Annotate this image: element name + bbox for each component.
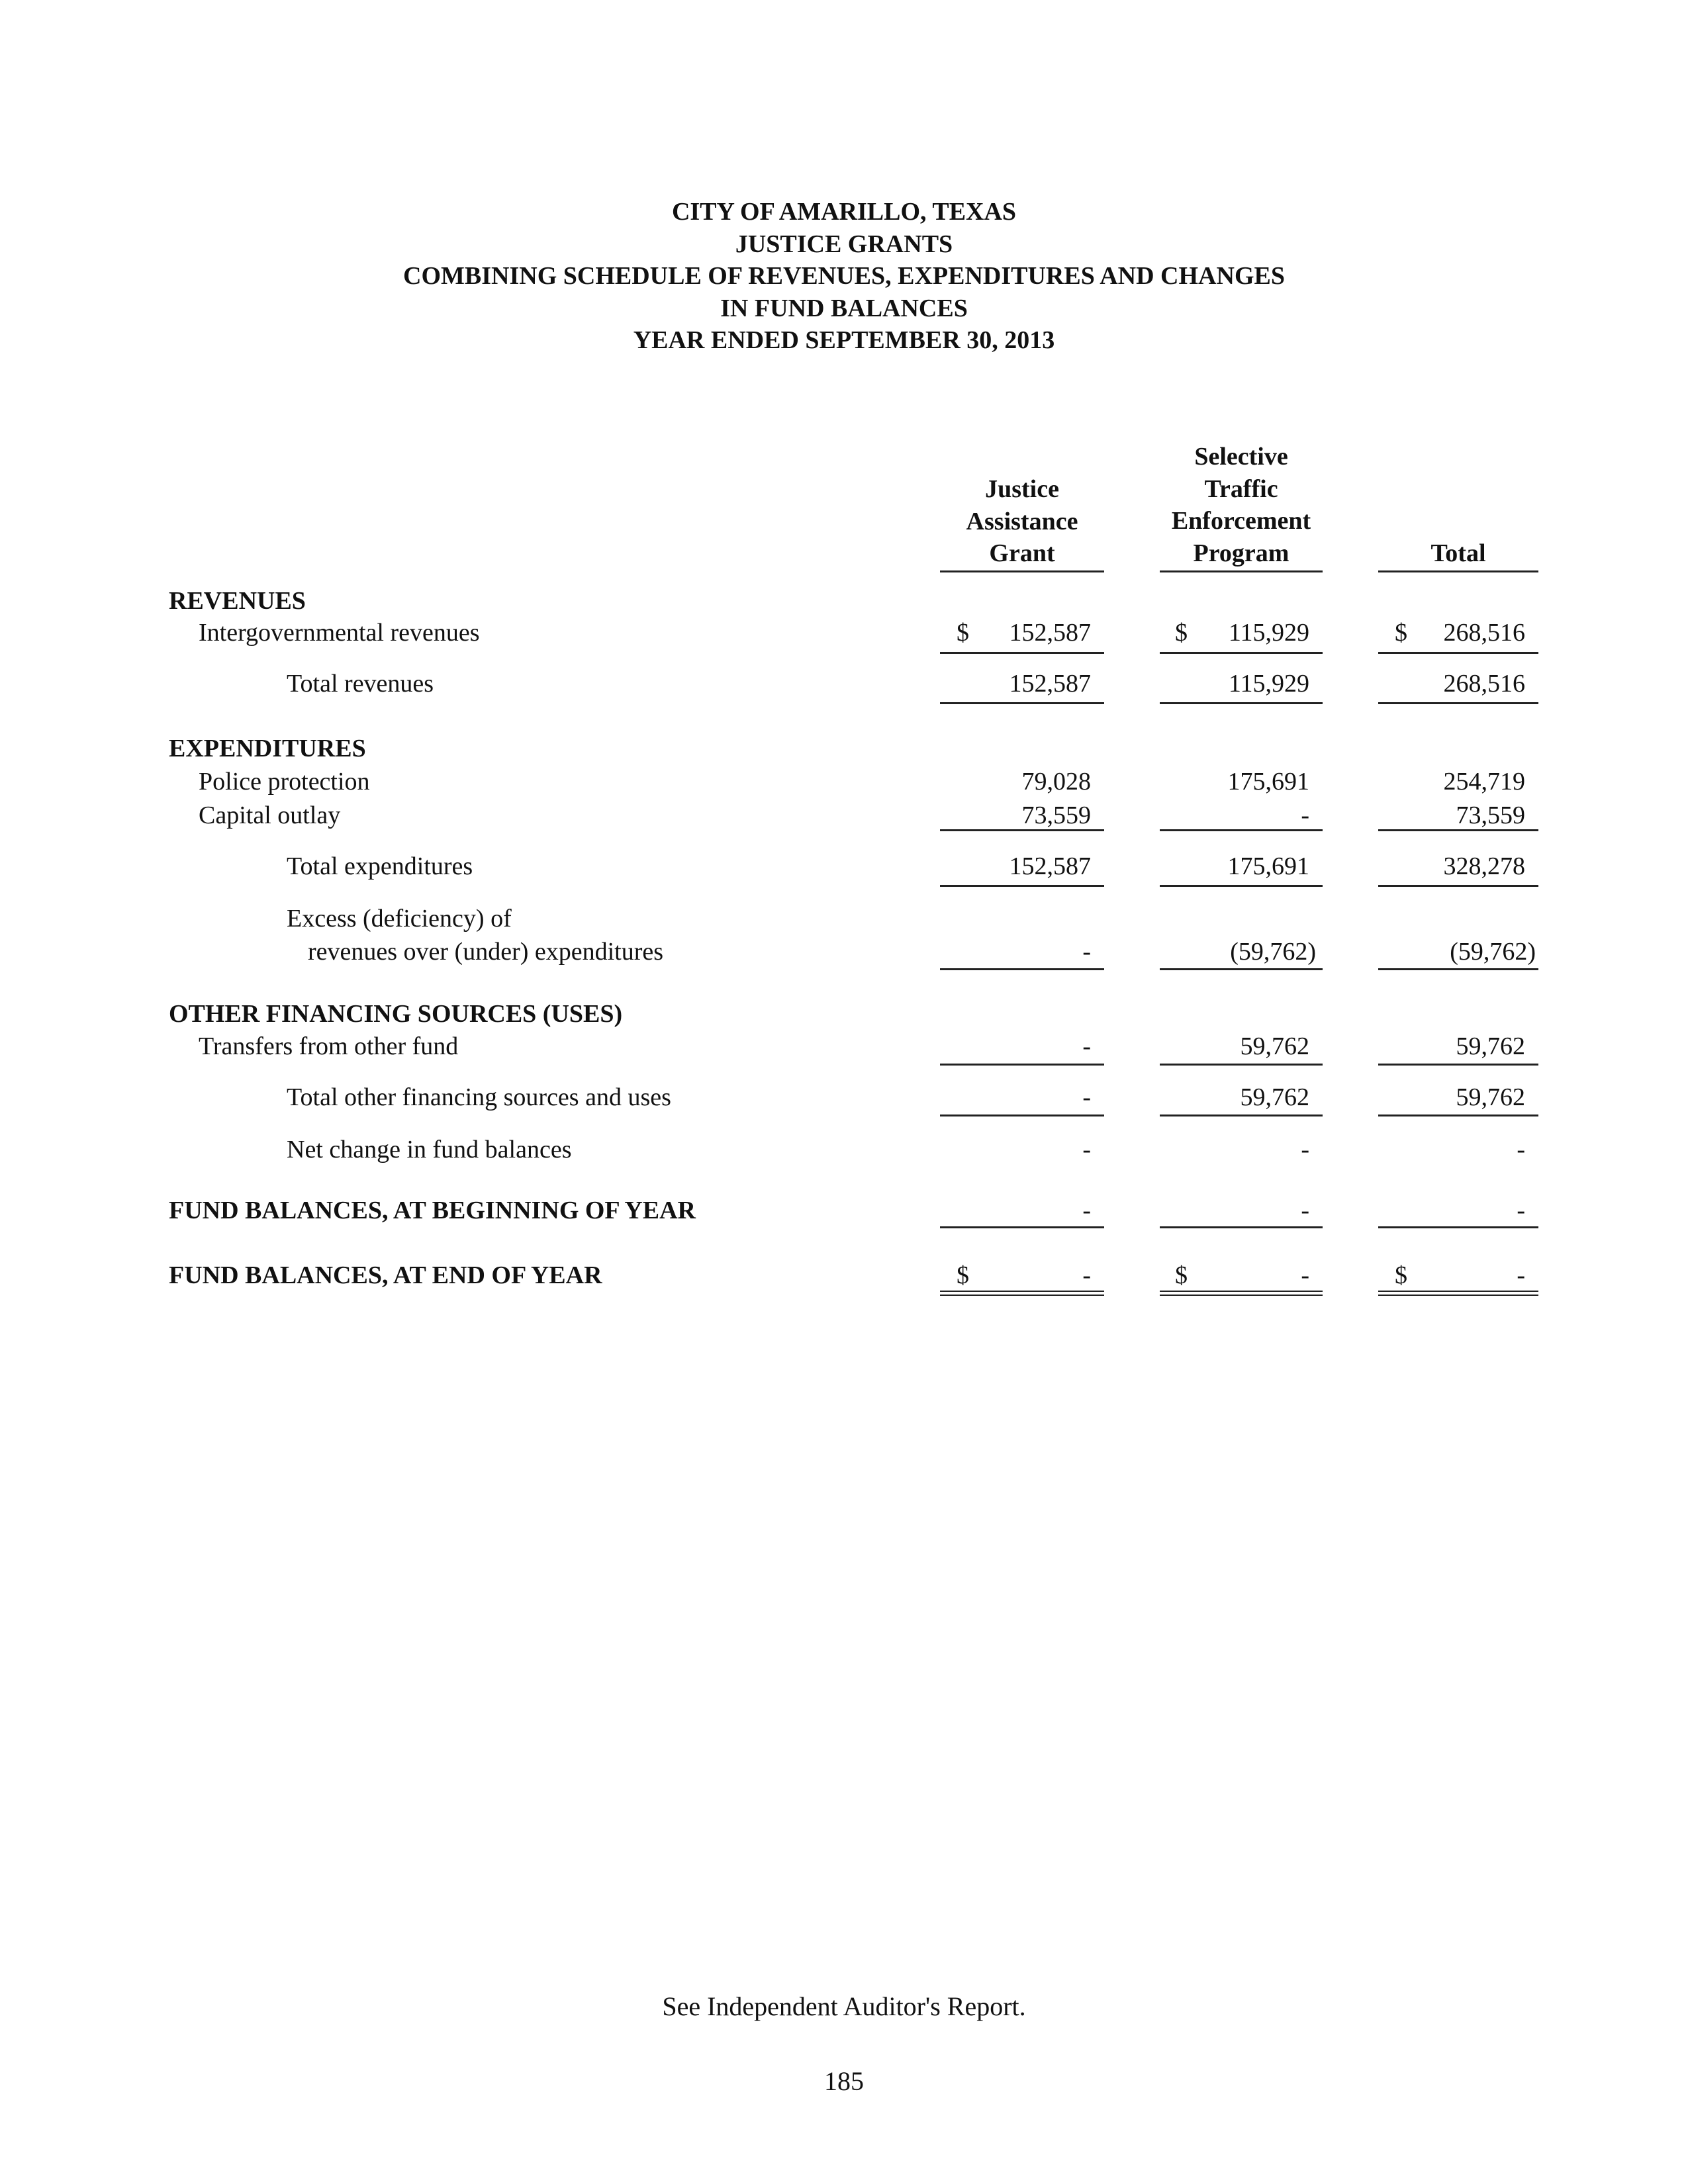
col-header-line: Total — [1430, 539, 1486, 567]
row-rule — [1160, 652, 1323, 654]
auditor-report-note: See Independent Auditor's Report. — [662, 1991, 1026, 2021]
cell-police-step: 175,691 — [1227, 768, 1309, 796]
row-rule — [1378, 1226, 1538, 1228]
title-line-year: YEAR ENDED SEPTEMBER 30, 2013 — [633, 326, 1055, 354]
col-header-line: Selective — [1194, 443, 1288, 471]
title-line-schedule: COMBINING SCHEDULE OF REVENUES, EXPENDITURES AND CHANGES — [403, 262, 1285, 290]
cell-fb-begin-total: - — [1517, 1197, 1525, 1224]
cell-transfers-justice: - — [1082, 1032, 1091, 1060]
row-label-transfers: Transfers from other fund — [199, 1032, 459, 1060]
cell-total-other-step: 59,762 — [1240, 1083, 1309, 1111]
row-rule — [940, 1226, 1104, 1228]
row-rule — [1160, 1064, 1323, 1066]
col-header-line: Grant — [989, 539, 1055, 567]
section-revenues: REVENUES — [169, 587, 306, 615]
cell-intergov-step: 115,929 — [1228, 619, 1309, 647]
header-rule — [940, 570, 1104, 572]
currency-symbol: $ — [1175, 1261, 1188, 1289]
row-rule — [1378, 1064, 1538, 1066]
cell-capital-step: - — [1301, 801, 1309, 829]
row-label-intergovernmental: Intergovernmental revenues — [199, 619, 480, 647]
row-rule — [1378, 968, 1538, 970]
cell-fb-begin-justice: - — [1082, 1197, 1091, 1224]
row-rule — [1160, 968, 1323, 970]
cell-capital-justice: 73,559 — [1021, 801, 1091, 829]
cell-transfers-total: 59,762 — [1456, 1032, 1525, 1060]
section-fund-balances-end: FUND BALANCES, AT END OF YEAR — [169, 1261, 602, 1289]
cell-police-justice: 79,028 — [1021, 768, 1091, 796]
cell-excess-step: (59,762) — [1230, 938, 1316, 966]
row-rule — [1160, 1226, 1323, 1228]
row-rule — [940, 702, 1104, 704]
currency-symbol: $ — [957, 619, 969, 647]
col-header-total — [1378, 537, 1538, 570]
row-rule — [1378, 652, 1538, 654]
title-line-balances: IN FUND BALANCES — [720, 294, 968, 322]
page-number: 185 — [824, 2066, 864, 2096]
currency-symbol: $ — [957, 1261, 969, 1289]
currency-symbol: $ — [1395, 619, 1407, 647]
cell-total-other-justice: - — [1082, 1083, 1091, 1111]
row-rule — [1378, 702, 1538, 704]
document-title — [0, 196, 1688, 357]
currency-symbol: $ — [1395, 1261, 1407, 1289]
cell-net-change-total: - — [1517, 1136, 1525, 1163]
cell-excess-justice: - — [1082, 938, 1091, 966]
row-label-total-expenditures: Total expenditures — [287, 852, 473, 880]
col-header-line: Assistance — [966, 507, 1078, 535]
section-other-financing: OTHER FINANCING SOURCES (USES) — [169, 1000, 623, 1028]
row-rule — [940, 885, 1104, 887]
row-rule — [1160, 885, 1323, 887]
cell-total-revenues-step: 115,929 — [1228, 670, 1309, 698]
cell-fb-end-justice: - — [1082, 1261, 1091, 1289]
row-rule — [940, 652, 1104, 654]
title-line-city: CITY OF AMARILLO, TEXAS — [671, 198, 1017, 226]
cell-total-other-total: 59,762 — [1456, 1083, 1525, 1111]
section-fund-balances-begin: FUND BALANCES, AT BEGINNING OF YEAR — [169, 1197, 696, 1224]
cell-fb-end-step: - — [1301, 1261, 1309, 1289]
row-rule — [1378, 885, 1538, 887]
col-header-line: Enforcement — [1171, 507, 1311, 535]
row-label-total-other: Total other financing sources and uses — [287, 1083, 671, 1111]
cell-intergov-total: 268,516 — [1443, 619, 1525, 647]
cell-total-revenues-total: 268,516 — [1443, 670, 1525, 698]
row-rule — [1160, 702, 1323, 704]
row-rule — [1160, 829, 1323, 831]
cell-fb-end-total: - — [1517, 1261, 1525, 1289]
double-rule — [1160, 1291, 1323, 1296]
row-rule — [1378, 829, 1538, 831]
cell-fb-begin-step: - — [1301, 1197, 1309, 1224]
col-header-justice — [940, 473, 1104, 570]
col-header-line: Traffic — [1204, 475, 1278, 503]
cell-net-change-justice: - — [1082, 1136, 1091, 1163]
cell-excess-total: (59,762) — [1450, 938, 1536, 966]
section-expenditures: EXPENDITURES — [169, 735, 366, 762]
double-rule — [1378, 1291, 1538, 1296]
cell-total-expenditures-step: 175,691 — [1227, 852, 1309, 880]
cell-total-expenditures-total: 328,278 — [1443, 852, 1525, 880]
row-label-excess-line1: Excess (deficiency) of — [287, 905, 512, 933]
row-rule — [1160, 1115, 1323, 1116]
row-rule — [940, 1064, 1104, 1066]
col-header-line: Justice — [985, 475, 1059, 503]
cell-police-total: 254,719 — [1443, 768, 1525, 796]
col-header-line: Program — [1193, 539, 1289, 567]
row-label-total-revenues: Total revenues — [287, 670, 434, 698]
row-rule — [940, 968, 1104, 970]
cell-total-expenditures-justice: 152,587 — [1009, 852, 1091, 880]
row-label-police: Police protection — [199, 768, 370, 796]
cell-transfers-step: 59,762 — [1240, 1032, 1309, 1060]
cell-net-change-step: - — [1301, 1136, 1309, 1163]
row-rule — [940, 1115, 1104, 1116]
header-rule — [1160, 570, 1323, 572]
header-rule — [1378, 570, 1538, 572]
row-rule — [940, 829, 1104, 831]
title-line-fund: JUSTICE GRANTS — [735, 230, 953, 258]
cell-capital-total: 73,559 — [1456, 801, 1525, 829]
cell-intergov-justice: 152,587 — [1009, 619, 1091, 647]
currency-symbol: $ — [1175, 619, 1188, 647]
row-label-net-change: Net change in fund balances — [287, 1136, 572, 1163]
row-label-capital: Capital outlay — [199, 801, 341, 829]
double-rule — [940, 1291, 1104, 1296]
row-label-excess-line2: revenues over (under) expenditures — [308, 938, 664, 966]
col-header-step — [1160, 441, 1323, 569]
cell-total-revenues-justice: 152,587 — [1009, 670, 1091, 698]
row-rule — [1378, 1115, 1538, 1116]
